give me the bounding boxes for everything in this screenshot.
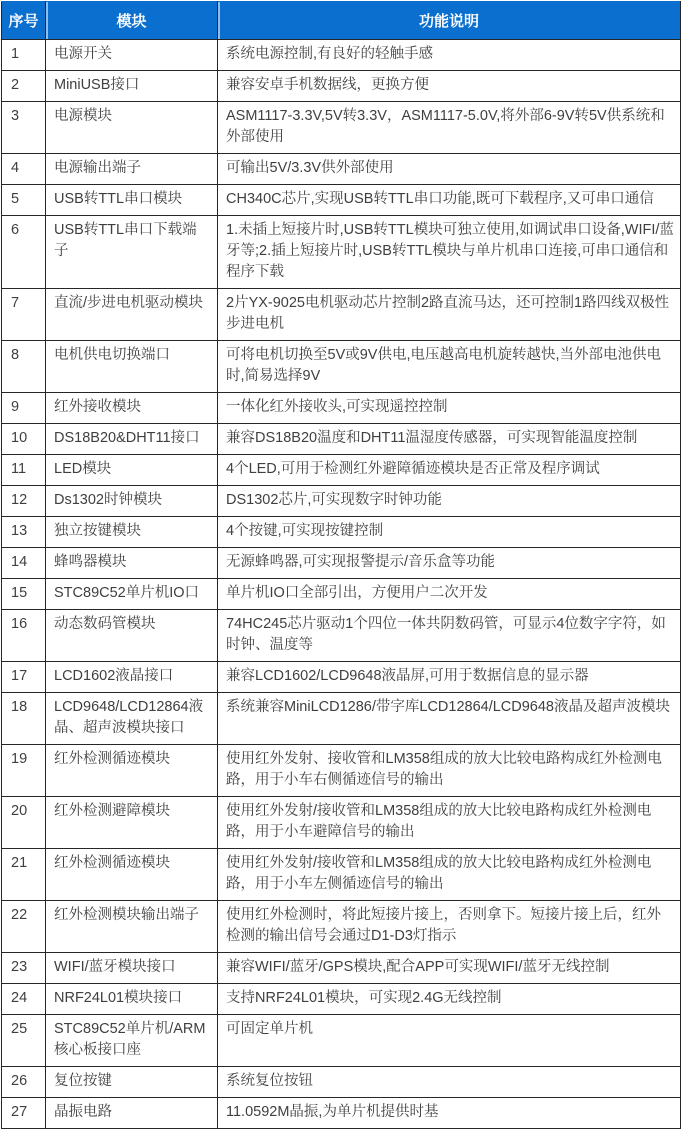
table-row — [2, 548, 681, 579]
row-number-cell: 12 — [2, 486, 46, 517]
module-name-cell: LCD1602液晶接口 — [46, 662, 218, 693]
module-name-cell: USB转TTL串口模块 — [46, 185, 218, 216]
row-number-cell: 4 — [2, 154, 46, 185]
module-description-cell: CH340C芯片,实现USB转TTL串口功能,既可下载程序,又可串口通信 — [218, 185, 681, 216]
module-name-cell: 电源输出端子 — [46, 154, 218, 185]
module-name-cell: 动态数码管模块 — [46, 610, 218, 662]
module-description-cell: 11.0592M晶振,为单片机提供时基 — [218, 1098, 681, 1129]
row-number-cell: 21 — [2, 849, 46, 901]
table-row — [2, 745, 681, 797]
module-spec-table — [1, 1, 681, 1129]
module-description-cell: 2片YX-9025电机驱动芯片控制2路直流马达，还可控制1路四线双极性步进电机 — [218, 289, 681, 341]
table-row — [2, 71, 681, 102]
row-number-cell: 1 — [2, 40, 46, 71]
column-header-module: 模块 — [46, 2, 218, 40]
module-name-cell: STC89C52单片机IO口 — [46, 579, 218, 610]
module-name-cell: WIFI/蓝牙模块接口 — [46, 953, 218, 984]
table-row — [2, 517, 681, 548]
module-description-cell: 1.未插上短接片时,USB转TTL模块可独立使用,如调试串口设备,WIFI/蓝牙等;2.插上短接片时,USB转TTL模块与单片机串口连接,可串口通信和程序下载 — [218, 216, 681, 289]
row-number-cell: 24 — [2, 984, 46, 1015]
table-row — [2, 185, 681, 216]
row-number-cell: 13 — [2, 517, 46, 548]
module-name-cell: 独立按键模块 — [46, 517, 218, 548]
table-row — [2, 154, 681, 185]
module-description-cell: 使用红外发射/接收管和LM358组成的放大比较电路构成红外检测电路，用于小车左侧循迹信号的输出 — [218, 849, 681, 901]
module-name-cell: 电机供电切换端口 — [46, 341, 218, 393]
module-name-cell: 蜂鸣器模块 — [46, 548, 218, 579]
module-description-cell: 支持NRF24L01模块，可实现2.4G无线控制 — [218, 984, 681, 1015]
row-number-cell: 8 — [2, 341, 46, 393]
module-description-cell: 74HC245芯片驱动1个四位一体共阴数码管，可显示4位数字字符，如时钟、温度等 — [218, 610, 681, 662]
module-description-cell: 使用红外检测时，将此短接片接上，否则拿下。短接片接上后，红外检测的输出信号会通过D1-D3灯指示 — [218, 901, 681, 953]
module-description-cell: 系统电源控制,有良好的轻触手感 — [218, 40, 681, 71]
module-description-cell: 系统兼容MiniLCD1286/带字库LCD12864/LCD9648液晶及超声波模块 — [218, 693, 681, 745]
module-description-cell: 使用红外发射/接收管和LM358组成的放大比较电路构成红外检测电路，用于小车避障信号的输出 — [218, 797, 681, 849]
module-description-cell: 一体化红外接收头,可实现遥控控制 — [218, 393, 681, 424]
module-description-cell: 兼容LCD1602/LCD9648液晶屏,可用于数据信息的显示器 — [218, 662, 681, 693]
module-description-cell: 系统复位按钮 — [218, 1067, 681, 1098]
module-description-cell: 无源蜂鸣器,可实现报警提示/音乐盒等功能 — [218, 548, 681, 579]
table-row — [2, 216, 681, 289]
table-row — [2, 953, 681, 984]
module-description-cell: 可将电机切换至5V或9V供电,电压越高电机旋转越快,当外部电池供电时,简易选择9V — [218, 341, 681, 393]
module-name-cell: LED模块 — [46, 455, 218, 486]
module-name-cell: STC89C52单片机/ARM核心板接口座 — [46, 1015, 218, 1067]
module-description-cell: DS1302芯片,可实现数字时钟功能 — [218, 486, 681, 517]
row-number-cell: 26 — [2, 1067, 46, 1098]
row-number-cell: 10 — [2, 424, 46, 455]
module-name-cell: 电源模块 — [46, 102, 218, 154]
module-description-cell: 4个按键,可实现按键控制 — [218, 517, 681, 548]
table-row — [2, 610, 681, 662]
row-number-cell: 19 — [2, 745, 46, 797]
table-row — [2, 662, 681, 693]
module-name-cell: NRF24L01模块接口 — [46, 984, 218, 1015]
table-row — [2, 693, 681, 745]
table-row — [2, 393, 681, 424]
row-number-cell: 6 — [2, 216, 46, 289]
module-description-cell: 4个LED,可用于检测红外避障循迹模块是否正常及程序调试 — [218, 455, 681, 486]
row-number-cell: 15 — [2, 579, 46, 610]
module-description-cell: 单片机IO口全部引出，方便用户二次开发 — [218, 579, 681, 610]
module-name-cell: 红外检测循迹模块 — [46, 849, 218, 901]
table-row — [2, 486, 681, 517]
table-row — [2, 984, 681, 1015]
module-description-cell: 可输出5V/3.3V供外部使用 — [218, 154, 681, 185]
table-row — [2, 455, 681, 486]
table-header-row — [2, 2, 681, 40]
row-number-cell: 25 — [2, 1015, 46, 1067]
row-number-cell: 22 — [2, 901, 46, 953]
module-name-cell: MiniUSB接口 — [46, 71, 218, 102]
row-number-cell: 3 — [2, 102, 46, 154]
table-row — [2, 797, 681, 849]
module-name-cell: 红外检测避障模块 — [46, 797, 218, 849]
module-name-cell: 直流/步进电机驱动模块 — [46, 289, 218, 341]
table-row — [2, 1067, 681, 1098]
row-number-cell: 20 — [2, 797, 46, 849]
table-row — [2, 579, 681, 610]
row-number-cell: 9 — [2, 393, 46, 424]
row-number-cell: 16 — [2, 610, 46, 662]
table-row — [2, 1098, 681, 1129]
row-number-cell: 14 — [2, 548, 46, 579]
module-description-cell: ASM1117-3.3V,5V转3.3V，ASM1117-5.0V,将外部6-9V转5V供系统和外部使用 — [218, 102, 681, 154]
row-number-cell: 17 — [2, 662, 46, 693]
table-row — [2, 424, 681, 455]
module-description-cell: 可固定单片机 — [218, 1015, 681, 1067]
module-name-cell: LCD9648/LCD12864液晶、超声波模块接口 — [46, 693, 218, 745]
table-row — [2, 40, 681, 71]
row-number-cell: 23 — [2, 953, 46, 984]
table-row — [2, 1015, 681, 1067]
column-header-description: 功能说明 — [218, 2, 681, 40]
table-row — [2, 289, 681, 341]
module-description-cell: 兼容安卓手机数据线，更换方便 — [218, 71, 681, 102]
module-name-cell: 电源开关 — [46, 40, 218, 71]
row-number-cell: 27 — [2, 1098, 46, 1129]
column-header-number: 序号 — [2, 2, 46, 40]
row-number-cell: 2 — [2, 71, 46, 102]
module-name-cell: 红外检测循迹模块 — [46, 745, 218, 797]
table-row — [2, 901, 681, 953]
row-number-cell: 7 — [2, 289, 46, 341]
module-description-cell: 使用红外发射、接收管和LM358组成的放大比较电路构成红外检测电路，用于小车右侧循迹信号的输出 — [218, 745, 681, 797]
module-name-cell: USB转TTL串口下载端子 — [46, 216, 218, 289]
table-row — [2, 849, 681, 901]
module-description-cell: 兼容DS18B20温度和DHT11温湿度传感器，可实现智能温度控制 — [218, 424, 681, 455]
module-name-cell: 红外检测模块输出端子 — [46, 901, 218, 953]
row-number-cell: 5 — [2, 185, 46, 216]
module-name-cell: Ds1302时钟模块 — [46, 486, 218, 517]
row-number-cell: 18 — [2, 693, 46, 745]
table-row — [2, 341, 681, 393]
table-row — [2, 102, 681, 154]
module-description-cell: 兼容WIFI/蓝牙/GPS模块,配合APP可实现WIFI/蓝牙无线控制 — [218, 953, 681, 984]
module-name-cell: 红外接收模块 — [46, 393, 218, 424]
module-name-cell: 晶振电路 — [46, 1098, 218, 1129]
module-name-cell: 复位按键 — [46, 1067, 218, 1098]
module-name-cell: DS18B20&DHT11接口 — [46, 424, 218, 455]
row-number-cell: 11 — [2, 455, 46, 486]
